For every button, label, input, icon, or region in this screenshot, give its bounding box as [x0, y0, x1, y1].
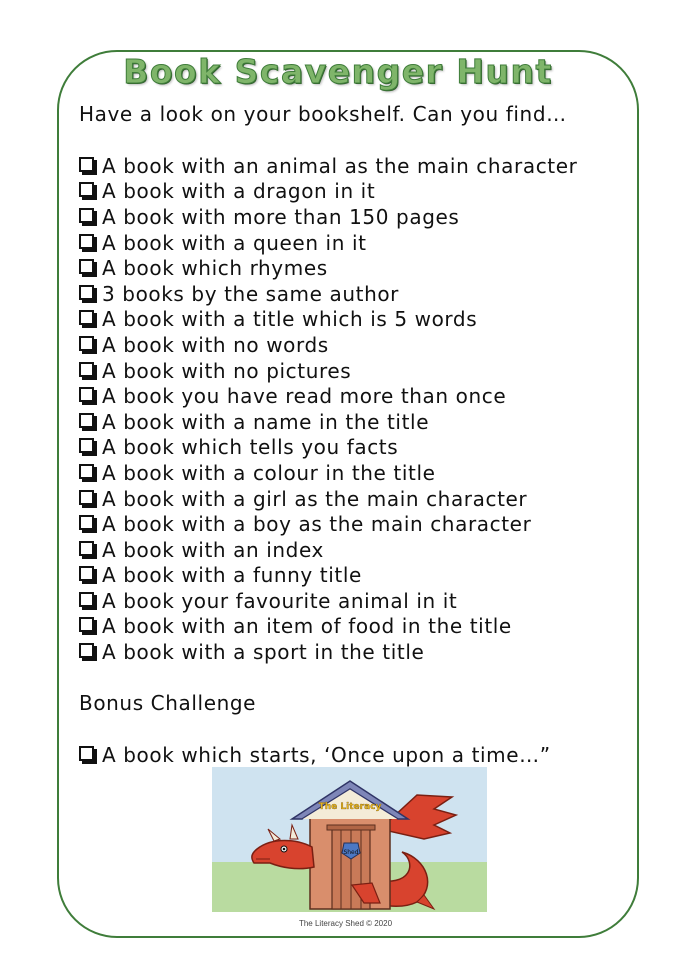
checkbox-icon[interactable]	[79, 617, 94, 632]
item-label: A book with a name in the title	[102, 409, 430, 434]
bonus-item-label: A book which starts, ‘Once upon a time…”	[102, 742, 551, 767]
list-item	[79, 435, 577, 461]
checkbox-icon[interactable]	[79, 643, 94, 658]
checkbox-icon[interactable]	[79, 336, 94, 351]
checkbox-icon[interactable]	[79, 310, 94, 325]
list-item	[79, 588, 577, 614]
checkbox-icon[interactable]	[79, 259, 94, 274]
checkbox-icon[interactable]	[79, 413, 94, 428]
item-label: A book which tells you facts	[102, 435, 399, 460]
dragon-shed-icon	[212, 767, 487, 912]
list-item	[79, 614, 577, 640]
page-title: Book Scavenger Hunt	[123, 52, 553, 91]
checkbox-icon[interactable]	[79, 490, 94, 505]
list-item	[79, 204, 577, 230]
item-label: A book with a funny title	[102, 563, 362, 588]
footer-credit: The Literacy Shed © 2020	[298, 919, 393, 928]
item-label: A book which rhymes	[102, 256, 328, 281]
checkbox-icon[interactable]	[79, 515, 94, 530]
list-item	[79, 460, 577, 486]
checkbox-icon[interactable]	[79, 234, 94, 249]
item-label: A book with more than 150 pages	[102, 204, 460, 229]
list-item	[79, 358, 577, 384]
list-item	[79, 153, 577, 179]
item-label: A book with a boy as the main character	[102, 512, 532, 537]
list-item	[79, 307, 577, 333]
item-label: A book with a sport in the title	[102, 640, 425, 665]
item-label: A book you have read more than once	[102, 384, 507, 409]
bonus-list-item	[79, 742, 551, 768]
item-label: A book with a girl as the main character	[102, 486, 528, 511]
checklist	[79, 153, 577, 665]
literacy-shed-dragon-illustration	[212, 767, 487, 912]
list-item	[79, 179, 577, 205]
list-item	[79, 511, 577, 537]
list-item	[79, 563, 577, 589]
item-label: 3 books by the same author	[102, 281, 400, 306]
checkbox-icon[interactable]	[79, 157, 94, 172]
item-label: A book with an item of food in the title	[102, 614, 512, 639]
list-item	[79, 409, 577, 435]
checkbox-icon[interactable]	[79, 566, 94, 581]
list-item	[79, 537, 577, 563]
checkbox-icon[interactable]	[79, 387, 94, 402]
checkbox-icon[interactable]	[79, 464, 94, 479]
list-item	[79, 332, 577, 358]
door-sign-label: Shed	[343, 849, 359, 856]
item-label: A book with a title which is 5 words	[102, 307, 478, 332]
checkbox-icon[interactable]	[79, 541, 94, 556]
bonus-heading: Bonus Challenge	[79, 691, 257, 715]
list-item	[79, 383, 577, 409]
checkbox-icon[interactable]	[79, 208, 94, 223]
item-label: A book with no words	[102, 332, 329, 357]
checkbox-icon[interactable]	[79, 362, 94, 377]
checkbox-icon[interactable]	[79, 285, 94, 300]
list-item	[79, 255, 577, 281]
item-label: A book your favourite animal in it	[102, 588, 458, 613]
checkbox-icon[interactable]	[79, 438, 94, 453]
list-item	[79, 230, 577, 256]
checkbox-icon[interactable]	[79, 182, 94, 197]
list-item	[79, 281, 577, 307]
checkbox-icon[interactable]	[79, 592, 94, 607]
item-label: A book with no pictures	[102, 358, 352, 383]
item-label: A book with a colour in the title	[102, 460, 436, 485]
shed-sign-label: The Literacy	[318, 802, 382, 812]
item-label: A book with a dragon in it	[102, 179, 376, 204]
item-label: A book with a queen in it	[102, 230, 367, 255]
item-label: A book with an index	[102, 537, 324, 562]
list-item	[79, 639, 577, 665]
checkbox-icon[interactable]	[79, 746, 94, 761]
list-item	[79, 486, 577, 512]
item-label: A book with an animal as the main character	[102, 153, 578, 178]
intro-text: Have a look on your bookshelf. Can you find…	[79, 102, 567, 126]
